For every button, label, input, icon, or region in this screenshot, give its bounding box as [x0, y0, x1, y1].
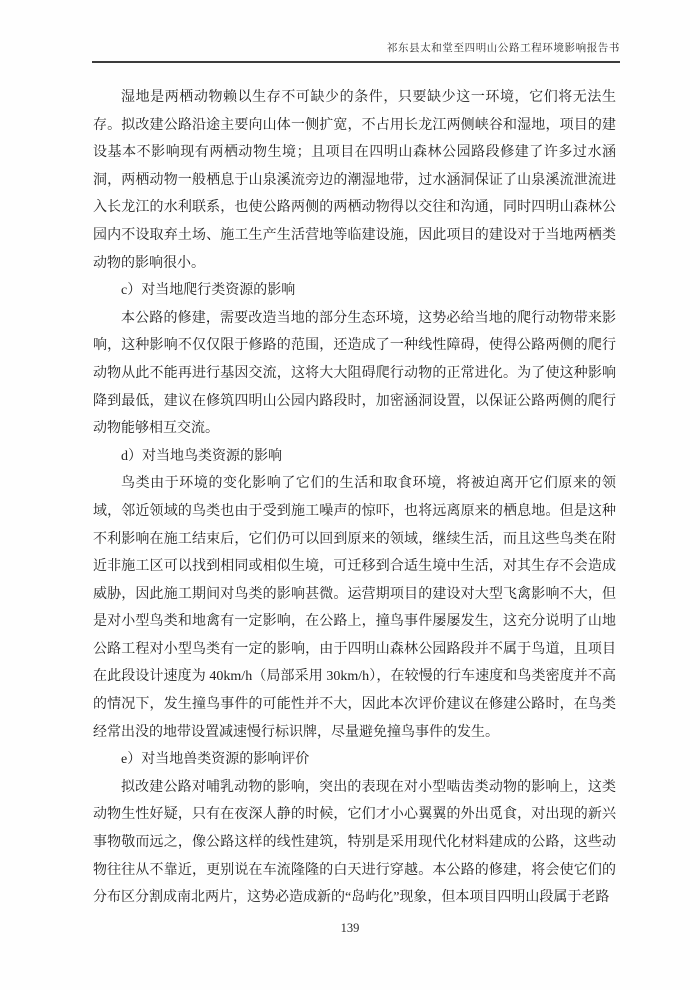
page-footer	[0, 921, 700, 936]
paragraph-mammals: 拟改建公路对哺乳动物的影响，突出的表现在对小型啮齿类动物的影响上，这类动物生性好疑，只有在夜深人静的时候，它们才小心翼翼的外出觅食，对出现的新兴事物敬而远之，像公路这样的线性建筑，特别是采用现代化材料建成的公路，这些动物往往从不靠近，更别说在车流隆隆的白天进行穿越。本公路的修建，将会使它们的分布区分割成南北两片，这势必造成新的“岛屿化”现象，但本项目四明山段属于老路	[93, 779, 616, 906]
header-title: 祁东县太和堂至四明山公路工程环境影响报告书	[386, 43, 620, 54]
section-heading-c-reptiles: c）对当地爬行类资源的影响	[121, 283, 296, 299]
section-heading-e-mammals: e）对当地兽类资源的影响评价	[121, 752, 310, 768]
paragraph-birds: 鸟类由于环境的变化影响了它们的生活和取食环境，将被迫离开它们原来的领域，邻近领域的鸟类也由于受到施工噪声的惊吓，也将远离原来的栖息地。但是这种不利影响在施工结束后，它们仍可以回到原来的领域，继续生活，而且这些鸟类在附近非施工区可以找到相同或相似生境，可迁移到合适生境中生活，对其生存不会造成威胁，因此施工期间对鸟类的影响甚微。运营期项目的建设对大型飞禽影响不大，但是对小型鸟类和地禽有一定影响，在公路上，撞鸟事件屡屡发生，这充分说明了山地公路工程对小型鸟类有一定的影响，由于四明山森林公园路段并不属于鸟道，且项目在此段设计速度为 40km/h（局部采用 30km/h），在较慢的行车速度和鸟类密度并不高的情况下，发生撞鸟事件的可能性并不大，因此本次评价建议在修建公路时，在鸟类经常出没的地带设置减速慢行标识牌，尽量避免撞鸟事件的发生。	[93, 476, 616, 740]
page-number: 139	[340, 921, 360, 935]
section-heading-d-birds: d）对当地鸟类资源的影响	[121, 448, 282, 464]
header-rule	[92, 61, 620, 63]
paragraph-reptiles: 本公路的修建，需要改造当地的部分生态环境，这势必给当地的爬行动物带来影响，这种影响不仅仅限于修路的范围，还造成了一种线性障碍，使得公路两侧的爬行动物从此不能再进行基因交流，这将大大阻碍爬行动物的正常进化。为了使这种影响降到最低，建议在修筑四明山公园内路段时，加密涵洞设置，以保证公路两侧的爬行动物能够相互交流。	[93, 310, 616, 437]
paragraph-wetland-amphibians: 湿地是两栖动物赖以生存不可缺少的条件，只要缺少这一环境，它们将无法生存。拟改建公路沿途主要向山体一侧扩宽，不占用长龙江两侧峡谷和湿地，项目的建设基本不影响现有两栖动物生境；且项目在四明山森林公园路段修建了许多过水涵洞，两栖动物一般栖息于山泉溪流旁边的潮湿地带，过水涵洞保证了山泉溪流泄流进入长龙江的水利联系，也使公路两侧的两栖动物得以交往和沟通，同时四明山森林公园内不设取弃土场、施工生产生活营地等临建设施，因此项目的建设对于当地两栖类动物的影响很小。	[93, 90, 616, 271]
document-body	[93, 84, 616, 912]
